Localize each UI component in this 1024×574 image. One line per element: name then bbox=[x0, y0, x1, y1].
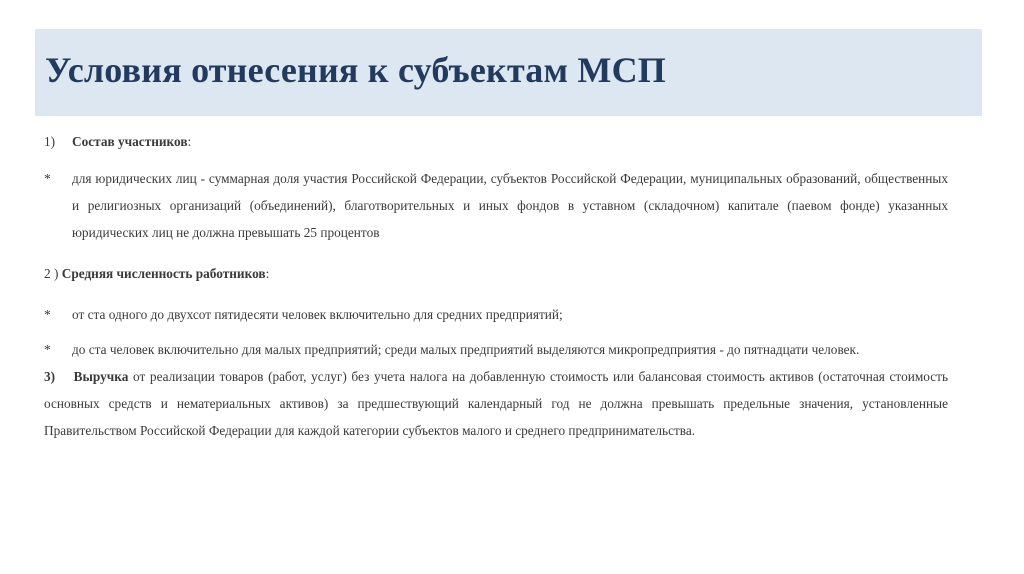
slide-content bbox=[44, 128, 948, 444]
section-3-title: Выручка bbox=[73, 369, 129, 384]
section-3-paragraph bbox=[44, 363, 948, 444]
bullet-marker: * bbox=[44, 171, 51, 186]
bullet-marker: * bbox=[44, 342, 51, 357]
section-3-text: от реализации товаров (работ, услуг) без учета налога на добавленную стоимость или балансовая стоимость активов (остаточная стоимость основных средств и нематериальных активов) за предшествующий календарный год не должна превышать предельные значения, установленные Правительством Российской Федерации для каждой категории субъектов малого и среднего предпринимательства. bbox=[44, 369, 949, 438]
section-3-number: 3) bbox=[44, 369, 56, 384]
bullet-marker: * bbox=[44, 307, 51, 322]
section-1-title: Состав участников bbox=[72, 134, 188, 149]
section-2-number: 2 ) bbox=[44, 266, 59, 281]
title-band bbox=[35, 29, 982, 116]
section-2-title: Средняя численность работников bbox=[61, 266, 266, 281]
section-2-bullet-2 bbox=[44, 336, 948, 363]
section-1-text: для юридических лиц - суммарная доля участия Российской Федерации, субъектов Российской Федерации, муниципальных образований, общественных и религиозных организаций (объединений), благотворительных и иных фондов в уставном (складочном) капитале (паевом фонде) указанных юридических лиц не должна превышать 25 процентов bbox=[72, 171, 948, 240]
section-2-heading bbox=[44, 260, 948, 287]
section-1-heading bbox=[44, 128, 948, 155]
section-2-colon: : bbox=[265, 266, 270, 281]
section-1-bullet bbox=[44, 165, 948, 246]
section-2-bullet-1 bbox=[44, 301, 948, 328]
section-2-item-2-text: до ста человек включительно для малых предприятий; среди малых предприятий выделяются микропредприятия - до пятнадцати человек. bbox=[72, 342, 860, 357]
section-1-colon: : bbox=[187, 134, 192, 149]
section-2-item-1-text: от ста одного до двухсот пятидесяти человек включительно для средних предприятий; bbox=[72, 307, 563, 322]
slide-title: Условия отнесения к субъектам МСП bbox=[45, 50, 667, 90]
section-1-number: 1) bbox=[44, 134, 56, 149]
